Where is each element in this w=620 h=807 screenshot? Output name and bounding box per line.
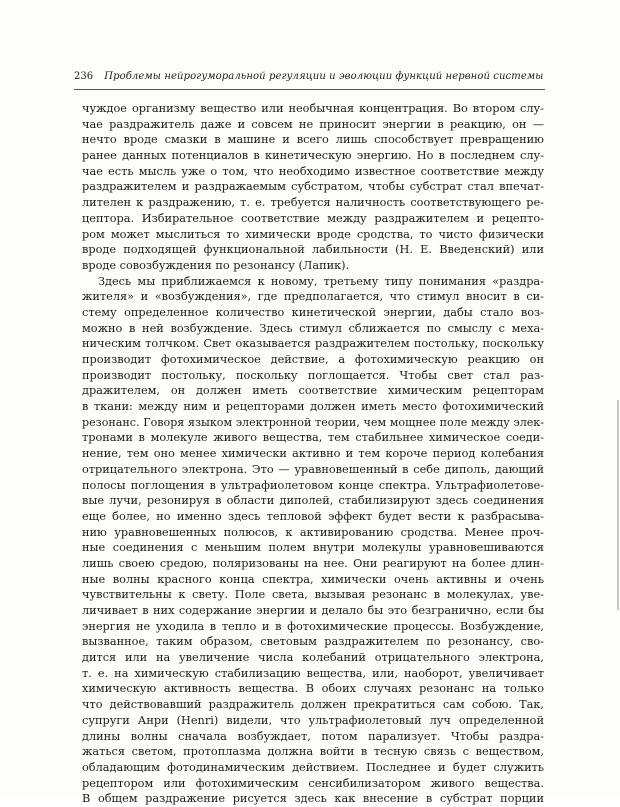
text-line: обладающим фотодинамическим действием. Последнее и будет служить [82,760,544,774]
header-rule [74,89,545,90]
text-line: чае есть мысль уже о том, что необходимо известное соответствие между [82,164,544,178]
text-line: лителен к раздражению, т. е. требуется наличность соответствующего ре- [82,196,544,210]
text-line: дится или на увеличение числа колебаний отрицательного электрона, [82,651,544,665]
text-line: можно в ней возбуждение. Здесь стимул сближается по смыслу с меха- [82,321,544,335]
text-line: длины волны сначала возбуждает, потом парализует. Чтобы раздра- [82,729,544,743]
text-line: химическую активность вещества. В обоих случаях резонанс на только [82,682,544,696]
text-line: отрицательного электрона. Это — уравновешенный в себе диполь, дающий [82,462,544,476]
text-line: ническим толчком. Свет оказывается раздражителем постольку, поскольку [82,337,544,351]
text-line: стему определенное количество кинетической энергии, дабы стало воз- [82,305,544,319]
page-number: 236 [74,71,94,82]
text-line: вые лучи, резонируя в области диполей, стабилизируют здесь соединения [82,494,544,508]
text-line: полосы поглощения в ультрафиолетовом конце спектра. Ультрафиолетове- [82,478,544,492]
text-line: ные волны красного конца спектра, химически очень активны и очень [82,572,544,586]
text-line: ранее данных потенциалов в кинетическую энергию. Но в последнем слу- [82,149,544,163]
text-line: дражителем, он должен иметь соответствие химическим рецепторам [82,384,544,398]
text-line: нение, тем оно менее химически активно и тем короче период колебания [82,447,544,461]
running-header [74,70,544,84]
text-line: производит фотохимическое действие, а фотохимическую реакцию он [82,353,544,366]
text-line: в ткани: между ним и рецепторами должен иметь место фотохимический [82,400,544,414]
text-line: резонанс. Говоря языком электронной теории, чем мощнее поле между элек- [82,415,544,429]
text-line: ром может мыслиться то химически вроде сродства, то чисто физически [82,227,544,241]
text-line: чае раздражитель даже и совсем не приносит энергии в реакцию, он — [82,117,544,131]
text-line: вроде подходящей функциональной лабильности (Н. Е. Введенский) или [82,243,544,257]
text-line: вроде совозбуждения по резонансу (Лапик). [82,258,350,272]
text-line: цептора. Избирательное соответствие между раздражителем и рецепто- [82,211,544,225]
text-line: лишь своею средою, поляризованы на нее. Они реагируют на более длин- [82,556,544,570]
text-line: В общем раздражение рисуется здесь как внесение в субстрат порции [82,792,544,806]
text-line: чувствительны к свету. Поле света, вызывая резонанс в молекулах, уве- [82,588,544,602]
text-line: рецептором или фотохимическим сенсибилизатором живого вещества. [82,776,544,790]
text-line: ные соединения с меньшим полем внутри молекулы уравновешиваются [82,541,544,555]
page-edge-shadow [617,400,619,610]
text-line: раздражителем и раздражаемым субстратом, чтобы субстрат стал впечат- [82,180,544,194]
text-line: жителя» и «возбуждения», где предполагается, что стимул вносит в си- [82,290,544,304]
text-line: тронами в молекуле живого вещества, тем стабильнее химическое соеди- [82,431,544,445]
text-line: что действовавший раздражитель должен прекратиться сам собою. Так, [82,698,544,712]
text-line: супруги Анри (Henri) видели, что ультрафиолетовый луч определенной [82,713,544,727]
text-line: чуждое организму вещество или необычная концентрация. Во втором слу- [82,102,544,115]
text-line: вызванное, таким образом, световым раздражителем по резонансу, сво- [82,635,544,649]
running-title: Проблемы нейрогуморальной регуляции и эволюции функций нервной системы [104,71,544,82]
text-line: т. е. на химическую стабилизацию вещества, или, наоборот, увеличивает [82,666,544,680]
text-line: личивает в них содержание энергии и делало бы это безгранично, если бы [82,604,544,617]
body-text [82,101,544,807]
text-line: жаться светом, протоплазма должна войти в тесную связь с веществом, [82,745,544,759]
text-line: еще более, но именно здесь тепловой эффект будет вести к разбрасыва- [82,509,544,523]
text-line: энергия не уходила в тепло и в фотохимические процессы. Возбуждение, [82,619,544,633]
text-line: производит постольку, поскольку поглощается. Чтобы свет стал раз- [82,368,544,382]
text-line: Здесь мы приближаемся к новому, третьему типу понимания «раздра- [98,274,544,288]
text-line: нию уравновешенных полюсов, к активированию сродства. Менее проч- [82,525,544,539]
text-line: нечто вроде смазки в машине и всего лишь способствует превращению [82,133,544,147]
